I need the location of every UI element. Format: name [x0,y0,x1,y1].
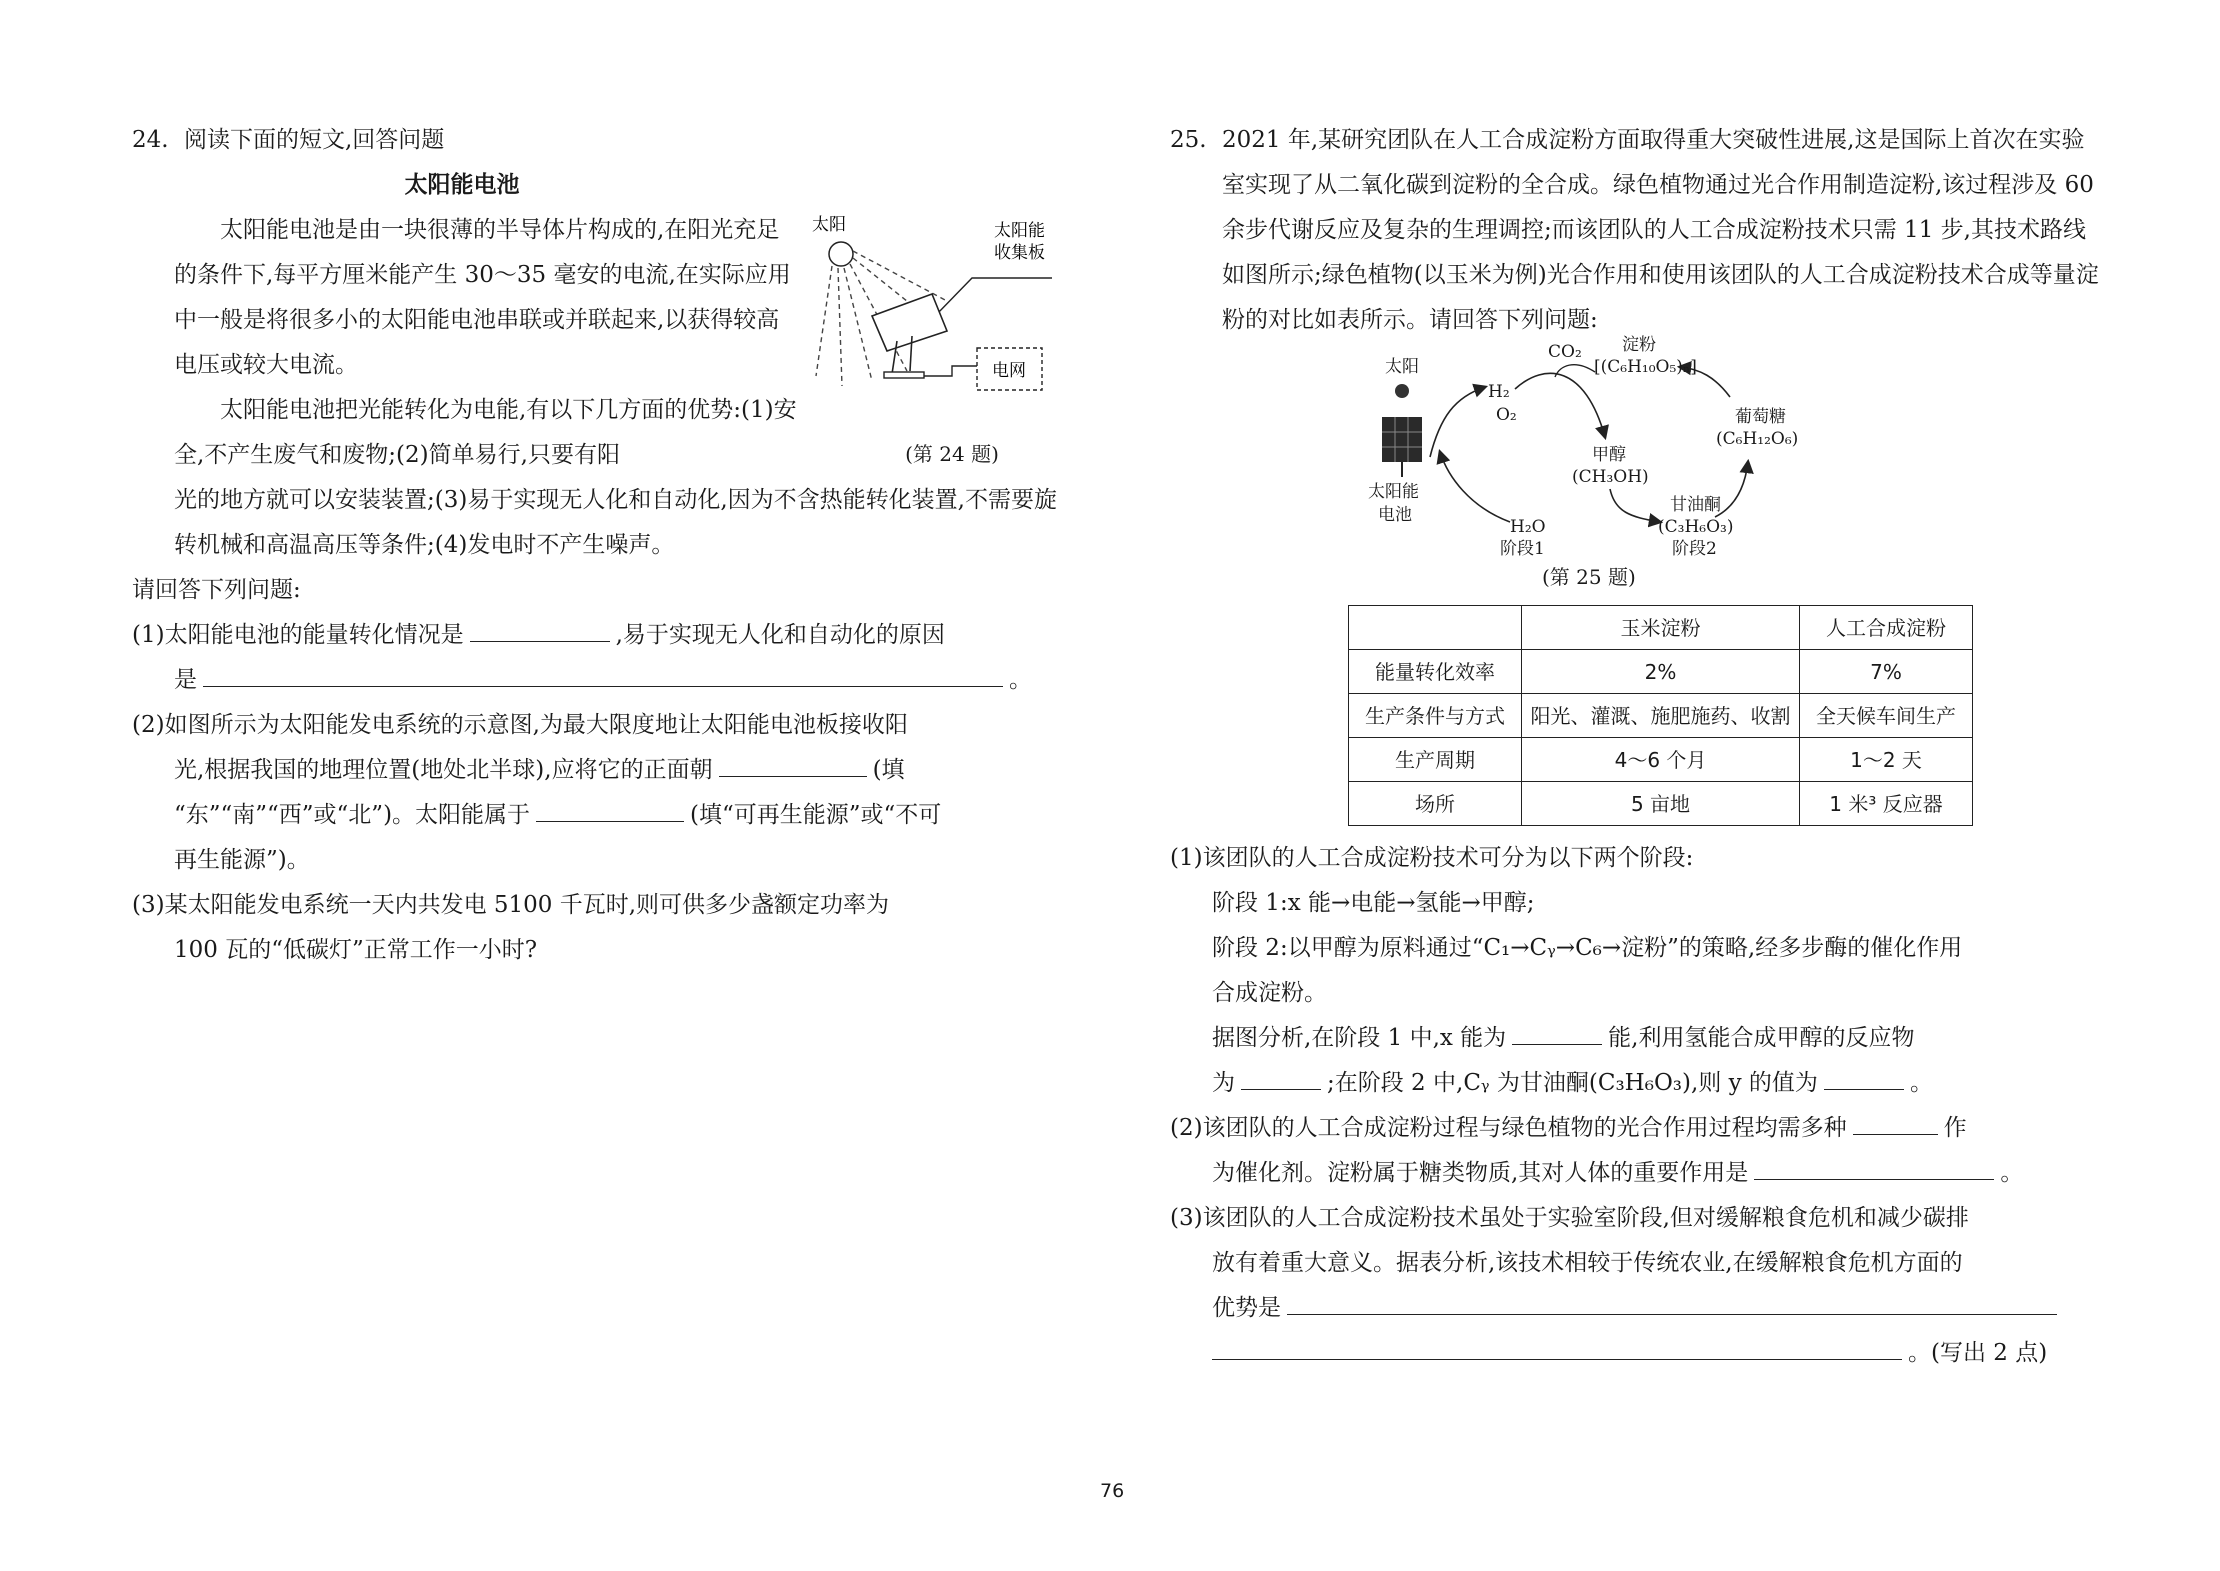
q25-sub3-blank-2[interactable] [1212,1333,1902,1360]
q25-intro-para [1170,118,2105,343]
table-cell: 1 米³ 反应器 [1800,782,1973,826]
q24-sub1-text-b: ,易于实现无人化和自动化的原因 [615,622,945,648]
arrow-h2o-to-cell [1440,452,1510,522]
fig25-methanol-formula: (CH₃OH) [1572,467,1649,487]
q24-sub2-line3 [132,793,1062,838]
table-row [1349,738,1973,782]
table-cell: 全天候车间生产 [1800,694,1973,738]
q25-sub3-text-d: 。(写出 2 点) [1908,1340,2048,1366]
q25-sub1-q-d: ;在阶段 2 中,Cᵧ 为甘油酮(C₃H₆O₃),则 y 的值为 [1327,1070,1818,1096]
q24-sub1-text-a: (1)太阳能电池的能量转化情况是 [132,622,464,648]
fig25-h2o-label: H₂O [1510,517,1546,537]
q25-sub1-q-c: 为 [1212,1070,1235,1096]
q25-stage2-text-a: 阶段 2:以甲醇为原料通过“C₁→Cᵧ→C₆→淀粉”的策略,经多步酶的催化作用 [1212,935,1963,961]
q25-figure-caption: (第 25 题) [1542,565,1636,589]
fig25-methanol-label: 甲醇 [1592,445,1626,465]
q25-sub2-text-d: 。 [2000,1160,2024,1186]
fig25-cell-label-2: 电池 [1378,505,1412,525]
q24-figure [812,206,1072,466]
q24-sub2-line1: (2)如图所示为太阳能发电系统的示意图,为最大限度地让太阳能电池板接收阳 [132,712,908,738]
q25-sub1-question-line1 [1170,1016,2105,1061]
q24-sub1-end: 。 [1009,667,1032,693]
q25-sub2-blank-2[interactable] [1754,1153,1994,1180]
fig25-h2-label: H₂ [1488,382,1510,402]
q25-sub1-blank-1[interactable] [1512,1018,1602,1045]
q24-sub2-text-b: 光,根据我国的地理位置(地处北半球),应将它的正面朝 [174,757,713,783]
sun-dot-icon [1395,384,1409,398]
solar-system-diagram [812,206,1072,416]
q24-sub2-text-e: (填“可再生能源”或“不可 [690,802,942,828]
panel-label-1: 太阳能 [994,221,1045,241]
panel-pointer [937,278,1052,314]
table-header-cell: 人工合成淀粉 [1800,606,1973,650]
table-row [1349,650,1973,694]
q25-number: 25. [1170,127,1207,153]
q25-sub3-line1: (3)该团队的人工合成淀粉技术虽处于实验室阶段,但对缓解粮食危机和减少碳排 [1170,1205,1969,1231]
table-cell: 生产条件与方式 [1349,694,1522,738]
q25-sub1-blank-3[interactable] [1824,1063,1904,1090]
table-cell: 4～6 个月 [1522,738,1800,782]
q25-sub1-question-line2 [1170,1061,2105,1106]
q25-sub1-intro: (1)该团队的人工合成淀粉技术可分为以下两个阶段: [1170,845,1694,871]
arrow-methanol-to-dha [1610,489,1660,522]
arrow-to-methanol [1515,373,1605,437]
comparison-table [1348,605,1973,826]
table-row [1349,782,1973,826]
q25-sub2-blank-1[interactable] [1853,1108,1938,1135]
q24-sub1-text-c: 是 [174,667,197,693]
q24-prompt: 请回答下列问题: [132,577,301,603]
q25-sub3-line3 [1170,1286,2105,1331]
grid-label: 电网 [992,361,1026,381]
fig25-dha-formula: (C₃H₆O₃) [1658,517,1734,537]
q25-sub2-line1 [1170,1106,2105,1151]
fig25-sun-label: 太阳 [1385,357,1419,377]
q25-sub3-line2: 放有着重大意义。据表分析,该技术相较于传统农业,在缓解粮食危机方面的 [1212,1250,1963,1276]
q24-sub1-blank-1[interactable] [470,615,610,642]
table-cell: 2% [1522,650,1800,694]
panel-label-2: 收集板 [994,243,1045,263]
table-header-cell [1349,606,1522,650]
q24-sub2-text-d: “东”“南”“西”或“北”)。太阳能属于 [174,802,531,828]
q24-figure-caption: (第 24 题) [905,442,999,466]
fig25-co2-label: CO₂ [1548,342,1582,362]
q24-sub2-line2 [132,748,1062,793]
q24-sub1-line1 [132,613,1062,658]
q25-sub1-q-e: 。 [1909,1070,1933,1096]
solar-panel-icon [872,294,947,351]
q25-sub1-q-b: 能,利用氢能合成甲醇的反应物 [1608,1025,1915,1051]
sun-label: 太阳 [812,215,846,235]
q24-para2b: 光的地方就可以安装装置;(3)易于实现无人化和自动化,因为不含热能转化装置,不需要旋转机械和高温高压等条件;(4)发电时不产生噪声。 [174,487,1057,558]
q24-para2a: 太阳能电池把光能转化为电能,有以下几方面的优势:(1)安全,不产生废气和废物;(2)简单易行,只要有阳 [174,397,797,468]
question-24 [132,118,1062,973]
fig25-starch-formula: [(C₆H₁₀O₅)ₙ] [1594,357,1697,377]
table-cell: 阳光、灌溉、施肥施药、收割 [1522,694,1800,738]
q24-sub2-blank-1[interactable] [719,750,867,777]
q24-sub3-line2: 100 瓦的“低碳灯”正常工作一小时? [174,937,538,963]
q24-sub3-line1: (3)某太阳能发电系统一天内共发电 5100 千瓦时,则可供多少盏额定功率为 [132,892,890,918]
q25-sub1-blank-2[interactable] [1241,1063,1321,1090]
q24-number: 24. [132,127,169,153]
q24-article-title: 太阳能电池 [404,172,520,198]
q24-para1-wrap [132,208,800,478]
cable-line [924,366,977,376]
sun-icon [829,242,853,266]
question-25 [1170,118,2105,1376]
q25-sub2-text-c: 为催化剂。淀粉属于糖类物质,其对人体的重要作用是 [1212,1160,1749,1186]
fig25-stage1-label: 阶段1 [1500,539,1545,559]
table-header-row [1349,606,1973,650]
fig25-cell-label-1: 太阳能 [1368,482,1419,502]
table-cell: 场所 [1349,782,1522,826]
table-cell: 生产周期 [1349,738,1522,782]
q25-stage2-text-b: 合成淀粉。 [1212,980,1327,1006]
table-header-cell: 玉米淀粉 [1522,606,1800,650]
q25-stage1-text: 阶段 1:x 能→电能→氢能→甲醇; [1212,890,1535,916]
page-number: 76 [1100,1480,1125,1502]
q24-sub1-blank-2[interactable] [203,660,1003,687]
q25-sub1-q-a: 据图分析,在阶段 1 中,x 能为 [1212,1025,1507,1051]
q24-intro: 阅读下面的短文,回答问题 [184,127,445,153]
table-cell: 7% [1800,650,1973,694]
fig25-o2-label: O₂ [1496,405,1517,425]
q24-sub2-blank-2[interactable] [536,795,684,822]
fig25-stage2-label: 阶段2 [1672,539,1717,559]
table-cell: 1～2 天 [1800,738,1973,782]
solar-cell-icon [1382,417,1422,462]
fig25-glucose-label: 葡萄糖 [1735,407,1786,427]
fig25-starch-label: 淀粉 [1622,335,1656,355]
q24-sub1-line2 [132,658,1062,703]
q25-figure [1360,335,1880,589]
q25-sub2-line2 [1170,1151,2105,1196]
arrow-cell-to-h2 [1430,387,1485,457]
q24-sub2-text-c: (填 [872,757,905,783]
q25-sub2-text-a: (2)该团队的人工合成淀粉过程与绿色植物的光合作用过程均需多种 [1170,1115,1847,1141]
q25-sub2-text-b: 作 [1943,1115,1967,1141]
table-cell: 能量转化效率 [1349,650,1522,694]
table-cell: 5 亩地 [1522,782,1800,826]
q25-sub3-text-c: 优势是 [1212,1295,1281,1321]
q24-header [132,118,1062,163]
fig25-dha-label: 甘油酮 [1670,495,1721,515]
q24-sub2-line4: 再生能源”)。 [174,847,310,873]
table-row [1349,694,1973,738]
q25-intro: 2021 年,某研究团队在人工合成淀粉方面取得重大突破性进展,这是国际上首次在实验室实现了从二氧化碳到淀粉的全合成。绿色植物通过光合作用制造淀粉,该过程涉及 60 余步代谢反应及复杂的生理调控;而该团队的人工合成淀粉技术只需 11 步,其技术路线如图所示;绿色植物(以玉米为例)光合作用和使用该团队的人工合成淀粉技术合成等量淀粉的对比如表所示。请回答下列问题: [1222,127,2099,333]
q25-sub3-line4 [1170,1331,2105,1376]
q24-para1: 太阳能电池是由一块很薄的半导体片构成的,在阳光充足的条件下,每平方厘米能产生 30～35 毫安的电流,在实际应用中一般是将很多小的太阳能电池串联或并联起来,以获得较高电压或较大电流。 [174,217,791,378]
q25-sub3-blank-1[interactable] [1287,1288,2057,1315]
fig25-glucose-formula: (C₆H₁₂O₆) [1716,429,1799,449]
